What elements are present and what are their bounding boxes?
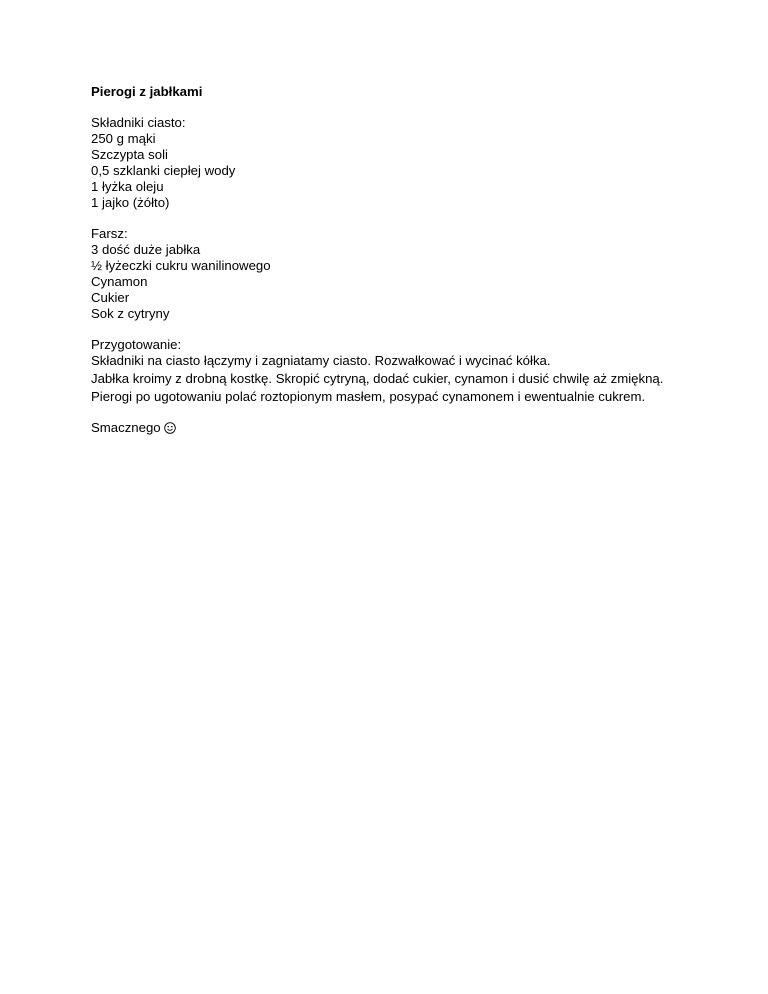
- ingredient-item: 250 g mąki: [91, 131, 156, 146]
- ingredient-item: 3 dość duże jabłka: [91, 242, 201, 257]
- preparation-step: Pierogi po ugotowaniu polać roztopionym masłem, posypać cynamonem i ewentualnie cukrem.: [91, 389, 646, 404]
- preparation-section: [91, 337, 691, 405]
- recipe-title: Pierogi z jabłkami: [91, 84, 203, 99]
- ingredient-item: 0,5 szklanki ciepłej wody: [91, 163, 236, 178]
- preparation-step: Składniki na ciasto łączymy i zagniatamy ciasto. Rozwałkować i wycinać kółka.: [91, 353, 551, 368]
- ingredient-item: ½ łyżeczki cukru wanilinowego: [91, 258, 271, 273]
- ingredient-item: 1 łyżka oleju: [91, 179, 164, 194]
- smiley-icon: [164, 422, 176, 434]
- dough-heading: Składniki ciasto:: [91, 115, 186, 130]
- ingredient-item: 1 jajko (żółto): [91, 195, 170, 210]
- preparation-heading: Przygotowanie:: [91, 337, 182, 352]
- closing-text: Smacznego: [91, 420, 161, 435]
- ingredient-item: Cynamon: [91, 274, 148, 289]
- ingredient-item: Sok z cytryny: [91, 306, 170, 321]
- closing-line: [91, 420, 691, 436]
- recipe-content: [91, 84, 691, 451]
- ingredient-item: Cukier: [91, 290, 130, 305]
- preparation-step: Jabłka kroimy z drobną kostkę. Skropić cytryną, dodać cukier, cynamon i dusić chwilę aż zmiękną.: [91, 371, 664, 386]
- filling-heading: Farsz:: [91, 226, 128, 241]
- ingredient-item: Szczypta soli: [91, 147, 168, 162]
- dough-ingredients-section: [91, 115, 691, 211]
- filling-ingredients-section: [91, 226, 691, 322]
